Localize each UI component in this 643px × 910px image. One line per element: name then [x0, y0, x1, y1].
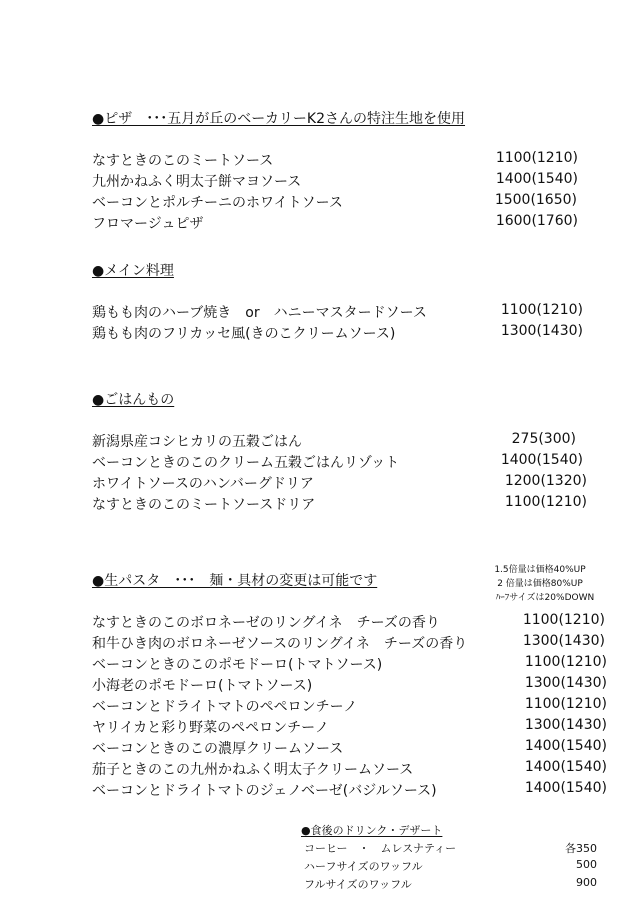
size-note: 2 倍量は価格80%UP: [497, 579, 583, 589]
item-name: ベーコンときのこのポモドーロ(トマトソース): [92, 657, 383, 673]
item-name: なすときのこのミートソースドリア: [92, 497, 316, 513]
item-price: 1100(1210): [524, 654, 607, 670]
item-name: ベーコンとドライトマトのペペロンチーノ: [92, 699, 358, 715]
item-name: ベーコンときのこの濃厚クリームソース: [92, 741, 344, 757]
main-heading: ●メイン料理: [92, 263, 174, 279]
rice-heading: ●ごはんもの: [92, 392, 175, 408]
item-price: 1500(1650): [494, 192, 577, 208]
pasta-heading: ●生パスタ ･･･ 麺・具材の変更は可能です: [92, 573, 378, 589]
item-price: 1600(1760): [495, 213, 578, 229]
item-name: ホワイトソースのハンバーグドリア: [92, 476, 314, 492]
item-price: 1300(1430): [522, 633, 605, 649]
item-name: 茄子ときのこの九州かねふく明太子クリームソース: [92, 762, 414, 778]
drink-name: ハーフサイズのワッフル: [304, 860, 423, 873]
item-name: 九州かねふく明太子餅マヨソース: [92, 174, 302, 190]
item-price: 1300(1430): [500, 323, 583, 339]
item-name: 鶏もも肉のハーブ焼き or ハニーマスタードソース: [92, 305, 427, 321]
item-name: 鶏もも肉のフリカッセ風(きのこクリームソース): [92, 326, 396, 342]
drink-price: 各350: [565, 842, 597, 855]
item-price: 1100(1210): [495, 150, 578, 166]
item-price: 1100(1210): [500, 302, 583, 318]
item-price: 1400(1540): [500, 452, 583, 468]
item-name: ヤリイカと彩り野菜のペペロンチーノ: [92, 720, 329, 736]
item-price: 1100(1210): [504, 494, 587, 510]
item-price: 1200(1320): [504, 473, 587, 489]
item-price: 1400(1540): [524, 738, 607, 754]
item-price: 1300(1430): [524, 675, 607, 691]
item-price: 1400(1540): [524, 759, 607, 775]
size-note: ﾊｰﾌサイズは20%DOWN: [495, 593, 595, 603]
item-name: ベーコンとドライトマトのジェノベーゼ(バジルソース): [92, 783, 437, 799]
item-name: なすときのこのミートソース: [92, 153, 274, 169]
item-name: 新潟県産コシヒカリの五穀ごはん: [92, 434, 302, 450]
item-price: 1100(1210): [524, 696, 607, 712]
pizza-heading: ●ピザ ･･･五月が丘のベーカリーK2さんの特注生地を使用: [92, 111, 466, 127]
drink-price: 500: [576, 858, 597, 871]
item-name: ベーコンとポルチーニのホワイトソース: [92, 195, 343, 211]
size-note: 1.5倍量は価格40%UP: [494, 565, 586, 575]
drink-price: 900: [576, 876, 597, 889]
drinks-heading: ●食後のドリンク・デザート: [301, 824, 443, 837]
item-name: なすときのこのボロネーゼのリングイネ チーズの香り: [92, 615, 440, 631]
item-price: 1400(1540): [495, 171, 578, 187]
item-name: 和牛ひき肉のボロネーゼソースのリングイネ チーズの香り: [92, 636, 468, 652]
item-name: フロマージュピザ: [92, 216, 204, 232]
item-price: 1300(1430): [524, 717, 607, 733]
drink-name: コーヒー ・ ムレスナティー: [304, 842, 457, 855]
item-price: 1100(1210): [522, 612, 605, 628]
drink-name: フルサイズのワッフル: [304, 878, 412, 891]
item-price: 275(300): [511, 431, 576, 447]
item-name: 小海老のポモドーロ(トマトソース): [92, 678, 313, 694]
item-price: 1400(1540): [524, 780, 607, 796]
item-name: ベーコンときのこのクリーム五穀ごはんリゾット: [92, 455, 400, 471]
